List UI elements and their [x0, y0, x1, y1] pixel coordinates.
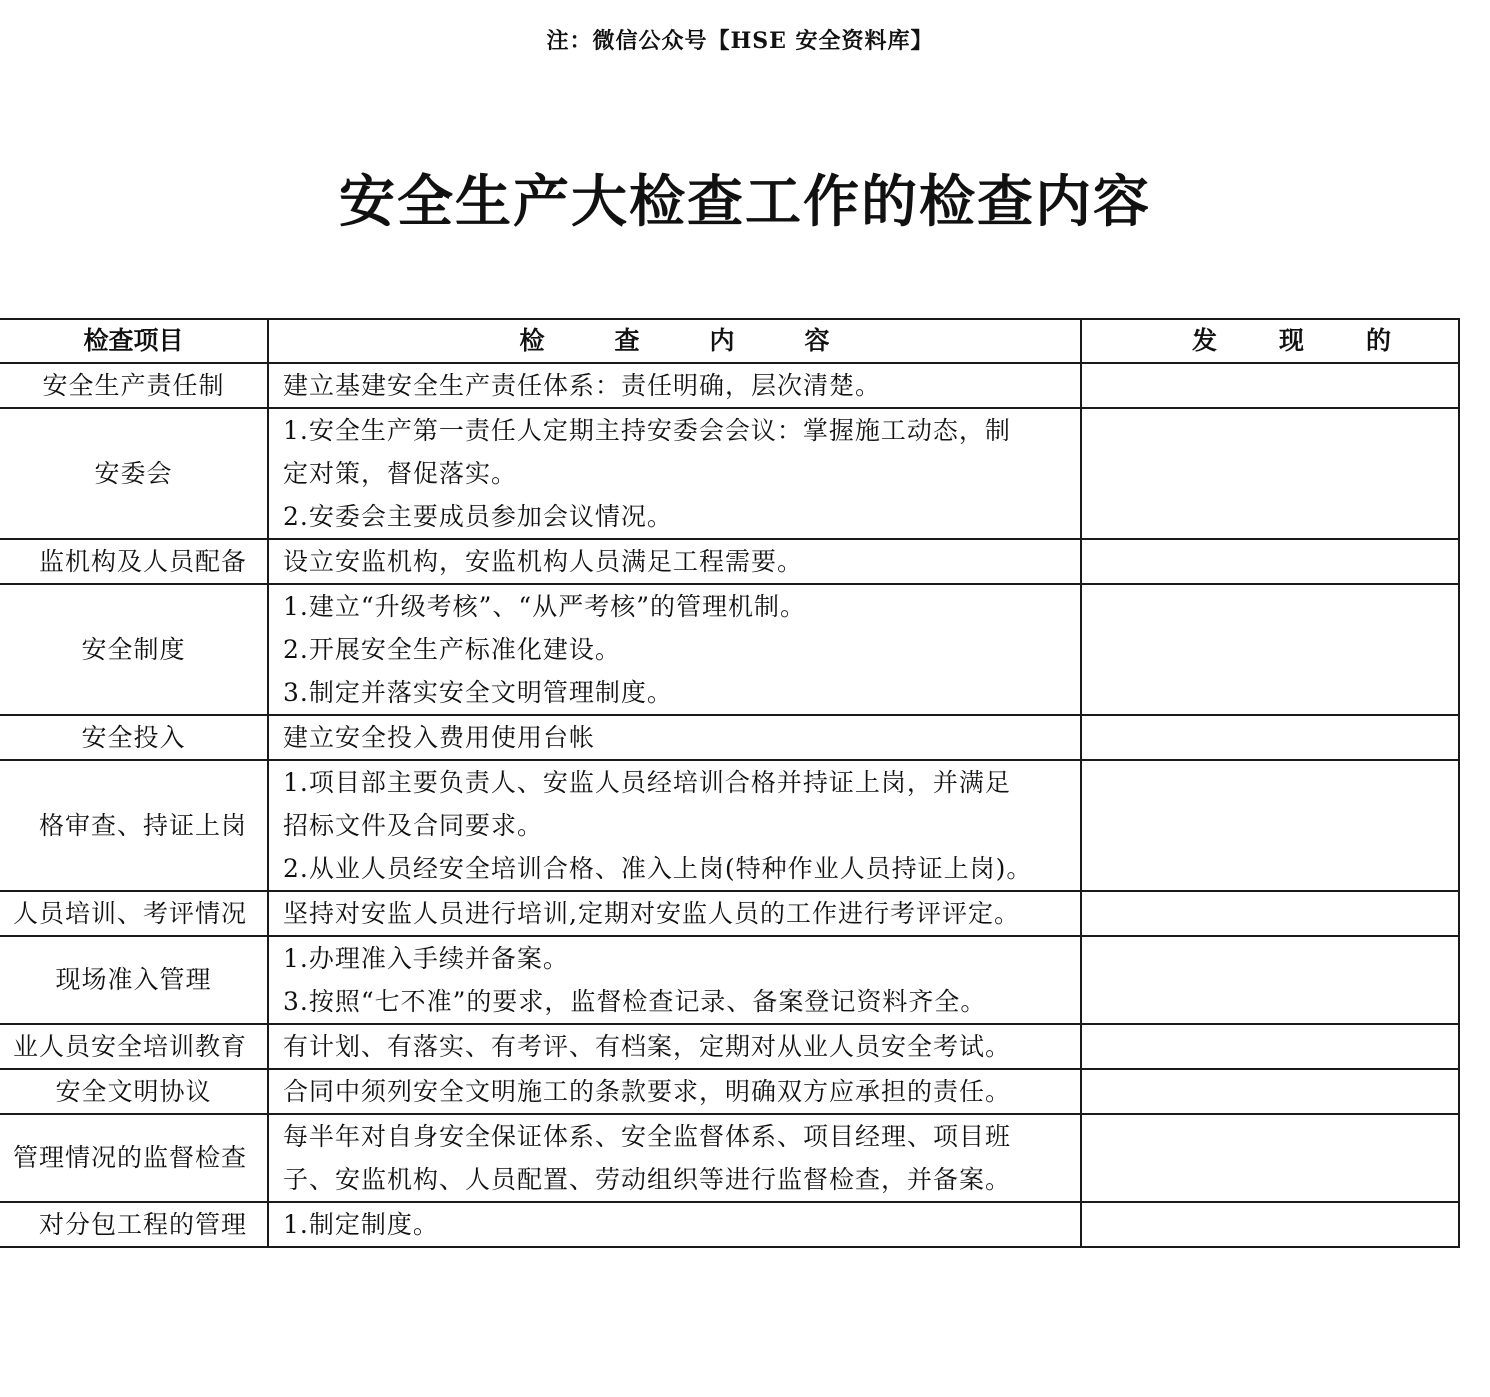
content-line: 1.办理准入手续并备案。: [283, 944, 569, 973]
inspection-item-cell: [0, 936, 268, 1024]
findings-cell: [1081, 1024, 1459, 1069]
findings-cell: [1081, 408, 1459, 539]
content-line: 建立基建安全生产责任体系：责任明确，层次清楚。: [283, 371, 882, 400]
findings-cell: [1081, 1069, 1459, 1114]
table-row: [0, 936, 1459, 1024]
inspection-item-cell: [0, 363, 268, 408]
content-line: 子、安监机构、人员配置、劳动组织等进行监督检查，并备案。: [283, 1165, 1012, 1194]
content-line: 1.安全生产第一责任人定期主持安委会会议：掌握施工动态，制: [283, 416, 1011, 445]
content-line: 有计划、有落实、有考评、有档案，定期对从业人员安全考试。: [283, 1032, 1012, 1061]
findings-cell: [1081, 936, 1459, 1024]
table-row: [0, 891, 1459, 936]
inspection-item-cell: [0, 1202, 268, 1247]
findings-cell: [1081, 760, 1459, 891]
inspection-content-cell: [268, 539, 1081, 584]
inspection-content-cell: [268, 936, 1081, 1024]
inspection-item-cell: [0, 584, 268, 715]
inspection-item-label: 安委会: [94, 458, 173, 488]
inspection-item-label: 人员培训、考评情况: [12, 898, 247, 928]
content-line: 合同中须列安全文明施工的条款要求，明确双方应承担的责任。: [283, 1077, 1012, 1106]
inspection-item-label: 安全投入: [81, 722, 186, 752]
findings-cell: [1081, 584, 1459, 715]
table-row: [0, 363, 1459, 408]
inspection-item-cell: [0, 715, 268, 760]
inspection-item-label: 安全生产责任制: [42, 370, 225, 400]
findings-cell: [1081, 1202, 1459, 1247]
inspection-item-cell: [0, 760, 268, 891]
inspection-item-label: 业人员安全培训教育: [12, 1031, 247, 1061]
table-row: [0, 539, 1459, 584]
inspection-content-cell: [268, 1024, 1081, 1069]
table-row: [0, 1069, 1459, 1114]
inspection-content-cell: [268, 1069, 1081, 1114]
inspection-content-cell: [268, 715, 1081, 760]
content-line: 建立安全投入费用使用台帐: [283, 723, 596, 752]
inspection-content-cell: [268, 584, 1081, 715]
findings-cell: [1081, 539, 1459, 584]
table-row: [0, 584, 1459, 715]
content-line: 1.项目部主要负责人、安监人员经培训合格并持证上岗，并满足: [283, 768, 1011, 797]
inspection-item-label: 安全制度: [81, 634, 186, 664]
inspection-item-cell: [0, 1114, 268, 1202]
table-header-row: [0, 319, 1459, 363]
inspection-item-label: 监机构及人员配备: [38, 546, 247, 576]
content-line: 招标文件及合同要求。: [283, 811, 544, 840]
inspection-item-cell: [0, 408, 268, 539]
findings-cell: [1081, 715, 1459, 760]
inspection-item-cell: [0, 1024, 268, 1069]
watermark-note: 注：微信公众号【HSE 安全资料库】: [546, 28, 934, 54]
table-row: [0, 1202, 1459, 1247]
header-inspection-content: 检查内容: [268, 319, 1081, 363]
content-line: 1.建立“升级考核”、“从严考核”的管理机制。: [283, 592, 806, 621]
inspection-content-cell: [268, 363, 1081, 408]
inspection-item-cell: [0, 891, 268, 936]
inspection-table: [0, 318, 1460, 1248]
inspection-content-cell: [268, 1202, 1081, 1247]
inspection-content-cell: [268, 408, 1081, 539]
inspection-item-cell: [0, 1069, 268, 1114]
content-line: 每半年对自身安全保证体系、安全监督体系、项目经理、项目班: [283, 1122, 1012, 1151]
inspection-item-label: 安全文明协议: [55, 1076, 212, 1106]
inspection-content-cell: [268, 891, 1081, 936]
content-line: 3.按照“七不准”的要求，监督检查记录、备案登记资料齐全。: [283, 987, 987, 1016]
inspection-table-viewport: [0, 318, 1454, 1248]
findings-cell: [1081, 891, 1459, 936]
content-line: 定对策，督促落实。: [283, 459, 518, 488]
table-row: [0, 715, 1459, 760]
findings-cell: [1081, 363, 1459, 408]
content-line: 3.制定并落实安全文明管理制度。: [283, 678, 673, 707]
content-line: 设立安监机构，安监机构人员满足工程需要。: [283, 547, 804, 576]
inspection-item-cell: [0, 539, 268, 584]
content-line: 坚持对安监人员进行培训,定期对安监人员的工作进行考评评定。: [283, 899, 1020, 928]
header-findings: 发现的: [1081, 319, 1459, 363]
inspection-content-cell: [268, 760, 1081, 891]
content-line: 2.安委会主要成员参加会议情况。: [283, 502, 673, 531]
page-title: 安全生产大检查工作的检查内容: [339, 169, 1151, 235]
header-inspection-item: 检查项目: [0, 319, 268, 363]
findings-cell: [1081, 1114, 1459, 1202]
table-row: [0, 1024, 1459, 1069]
content-line: 1.制定制度。: [283, 1210, 439, 1239]
inspection-item-label: 现场准入管理: [55, 965, 212, 994]
inspection-item-label: 对分包工程的管理: [38, 1209, 247, 1239]
inspection-content-cell: [268, 1114, 1081, 1202]
inspection-item-label: 格审查、持证上岗: [38, 810, 247, 840]
content-line: 2.从业人员经安全培训合格、准入上岗(特种作业人员持证上岗)。: [283, 854, 1033, 883]
table-row: [0, 1114, 1459, 1202]
content-line: 2.开展安全生产标准化建设。: [283, 635, 621, 664]
table-row: [0, 408, 1459, 539]
inspection-item-label: 管理情况的监督检查: [12, 1143, 247, 1172]
table-row: [0, 760, 1459, 891]
